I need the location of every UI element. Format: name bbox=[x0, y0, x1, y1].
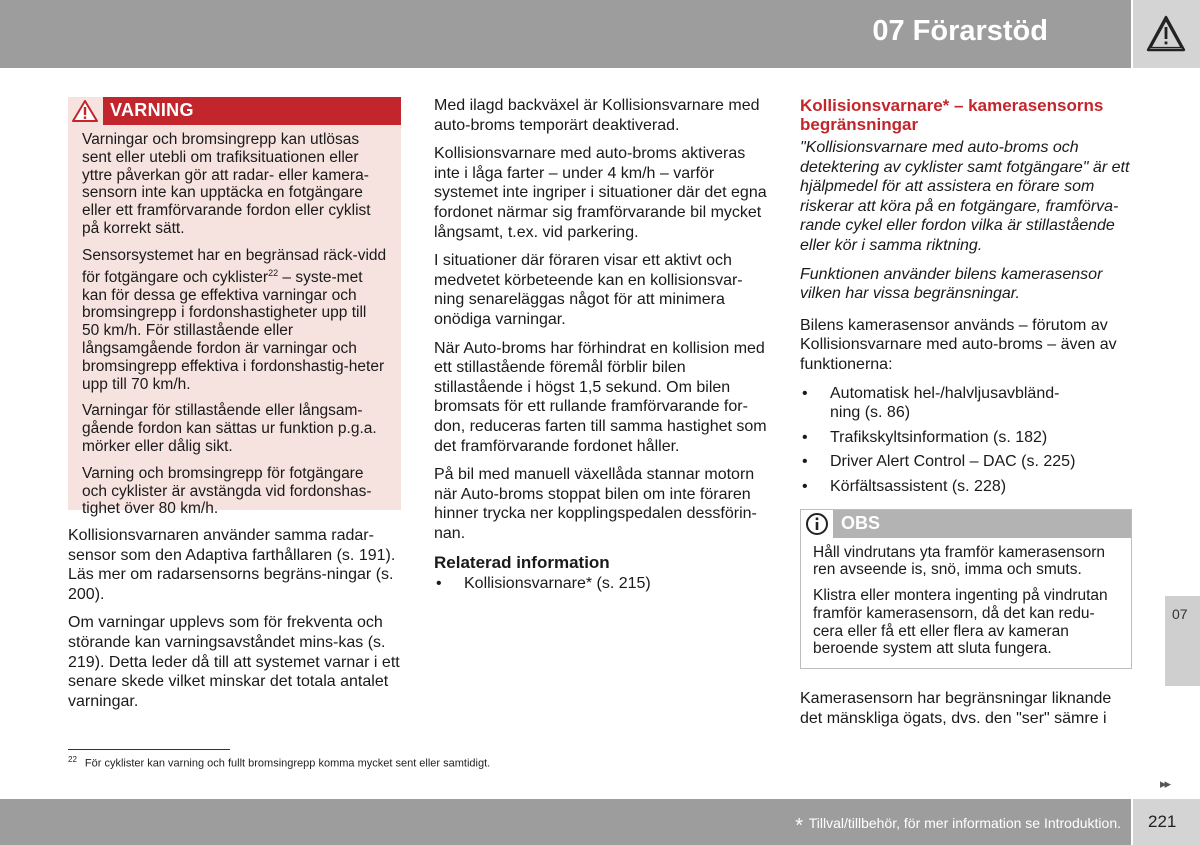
body-paragraph: När Auto-broms har förhindrat en kollision med ett stillastående föremål förblir bilen stillastående i högst 1,5 sekund. Om bilen bromsats för ett rullande framförvarande for-don, reduceras farten till samma hastighet som det framförvarande fordonet håller. bbox=[434, 339, 767, 455]
column-2-text bbox=[434, 96, 770, 594]
obs-header bbox=[801, 510, 1131, 538]
header-icon-box bbox=[1133, 0, 1200, 68]
obs-body bbox=[801, 538, 1131, 669]
body-paragraph: På bil med manuell växellåda stannar motorn när Auto-broms stoppat bilen om inte föraren hinner trycka ner kopplingspedalen dessförin-nan. bbox=[434, 466, 757, 542]
body-paragraph: Kollisionsvarnare med auto-broms aktiveras inte i låga farter – under 4 km/h – varför systemet inte ingriper i situationer där det egna fordonet närmar sig framförvarande bil mycket långsamt, t.ex. vid parkering. bbox=[434, 145, 767, 241]
warning-icon bbox=[71, 99, 99, 123]
obs-paragraph: Klistra eller montera ingenting på vindrutan framför kamerasensorn, då det kan redu-cera eller få ett eller flera av kameran beroende system att sluta fungera. bbox=[813, 587, 1108, 658]
list-item-text: Trafikskyltsinformation (s. 182) bbox=[830, 428, 1048, 446]
footnote-text: För cyklister kan varning och fullt bromsingrepp komma mycket sent eller samtidigt. bbox=[84, 757, 491, 770]
list-item-text: Körfältsassistent (s. 228) bbox=[830, 477, 1007, 495]
chapter-side-tab[interactable] bbox=[1165, 596, 1200, 686]
bullet-dot: • bbox=[802, 453, 808, 471]
obs-box bbox=[800, 509, 1132, 670]
warning-triangle-icon bbox=[1145, 14, 1187, 54]
warning-paragraph bbox=[82, 247, 387, 394]
column-3-text bbox=[800, 96, 1132, 737]
footer-note bbox=[795, 815, 1121, 838]
footnote bbox=[68, 755, 490, 770]
bullet-dot: • bbox=[436, 575, 442, 593]
list-item[interactable] bbox=[800, 428, 1132, 448]
related-link[interactable] bbox=[434, 574, 770, 594]
body-paragraph: Kamerasensorn har begränsningar liknande det mänskliga ögats, dvs. den "ser" sämre i bbox=[800, 690, 1112, 727]
body-paragraph: Om varningar upplevs som för frekventa och störande kan varningsavståndet mins-kas (s. 219). Detta leder då till att systemet varnar i ett senare skede vilket minskar det totala antalet varningar. bbox=[68, 614, 400, 710]
italic-paragraph: Funktionen använder bilens kamerasensor vilken har vissa begränsningar. bbox=[800, 265, 1103, 303]
related-link-text: Kollisionsvarnare* (s. 215) bbox=[464, 575, 651, 593]
obs-paragraph: Håll vindrutans yta framför kamerasensorn ren avseende is, snö, imma och smuts. bbox=[813, 543, 1106, 579]
section-heading: Kollisionsvarnare* – kamerasensorns begränsningar bbox=[800, 96, 1104, 134]
page-number: 221 bbox=[1148, 812, 1177, 831]
warning-box bbox=[68, 97, 401, 518]
list-item[interactable] bbox=[800, 384, 1132, 423]
function-list bbox=[800, 384, 1132, 497]
column-1-text bbox=[68, 526, 401, 720]
obs-title: OBS bbox=[841, 512, 881, 533]
body-paragraph: Med ilagd backväxel är Kollisionsvarnare med auto-broms temporärt deaktiverad. bbox=[434, 97, 760, 134]
related-info-heading: Relaterad information bbox=[434, 553, 610, 573]
page-number-box bbox=[1133, 799, 1200, 845]
info-icon bbox=[804, 512, 830, 536]
warning-title: VARNING bbox=[110, 100, 194, 120]
bullet-dot: • bbox=[802, 477, 808, 495]
italic-paragraph: "Kollisionsvarnare med auto-broms och detektering av cyklister samt fotgängare" är ett hjälpmedel för att assistera en förare som riskerar att köra på en fotgängare, framförva-rande cykel eller fordon vilka är stillastående eller kör i samma riktning. bbox=[800, 139, 1130, 254]
warning-header bbox=[68, 97, 401, 125]
warning-paragraph: Varningar för stillastående eller långsam-gående fordon kan sättas ur funktion p.g.a. mörker eller dålig sikt. bbox=[82, 402, 377, 455]
list-item-text: Driver Alert Control – DAC (s. 225) bbox=[830, 453, 1076, 471]
warning-paragraph: Varning och bromsingrepp för fotgängare och cyklister är avstängda vid fordonshas-tighet över 80 km/h. bbox=[82, 464, 372, 518]
footer-star: * bbox=[795, 815, 804, 837]
list-item-text: Automatisk hel-/halvljusavbländ-ning (s. 86) bbox=[830, 384, 1060, 422]
warning-paragraph: Varningar och bromsingrepp kan utlösas sent eller utebli om trafiksituationen eller yttre påverkan gör att radar- eller kamera-sensorn inte kan upptäcka en fotgängare eller ett framförvarande fordon eller cyklist på korrekt sätt. bbox=[82, 131, 371, 237]
footer-note-text: Tillval/tillbehör, för mer information se Introduktion. bbox=[808, 815, 1121, 831]
body-paragraph: Kollisionsvarnaren använder samma radar-sensor som den Adaptiva farthållaren (s. 191). Läs mer om radarsensorns begräns-ningar (s. 200). bbox=[68, 527, 396, 603]
body-paragraph: I situationer där föraren visar ett aktivt och medvetet körbeteende kan en kollisionsvar-ning senareläggas något för att minimera onödiga varningar. bbox=[434, 252, 743, 328]
warning-text: Sensorsystemet har en begränsad räck-vidd för fotgängare och cyklister bbox=[82, 246, 387, 286]
footnote-rule bbox=[68, 749, 230, 750]
info-icon-box bbox=[801, 510, 833, 538]
body-paragraph: Bilens kamerasensor används – förutom av Kollisionsvarnare med auto-broms – även av funktionerna: bbox=[800, 316, 1117, 373]
bullet-dot: • bbox=[802, 428, 808, 446]
warning-text: – syste-met kan för dessa ge effektiva varningar och bromsingrepp i fordonshastigheter upp till 50 km/h. För stillastående eller långsamgående fordon är varningar och bromsingrepp effektiva i fordonshastig-heter upp till 70 km/h. bbox=[82, 268, 385, 393]
list-item[interactable] bbox=[800, 452, 1132, 472]
footnote-number: 22 bbox=[68, 755, 77, 764]
footnote-ref: 22 bbox=[268, 267, 279, 278]
footer-bar bbox=[0, 799, 1131, 845]
header-bar bbox=[0, 0, 1131, 68]
chapter-title: 07 Förarstöd bbox=[872, 15, 1048, 47]
warning-body bbox=[68, 125, 401, 518]
side-tab-label: 07 bbox=[1172, 606, 1188, 622]
list-item[interactable] bbox=[800, 477, 1132, 497]
continue-arrows-icon: ▸▸ bbox=[1160, 776, 1170, 791]
warning-icon-box bbox=[68, 97, 103, 125]
bullet-dot: • bbox=[802, 384, 808, 402]
